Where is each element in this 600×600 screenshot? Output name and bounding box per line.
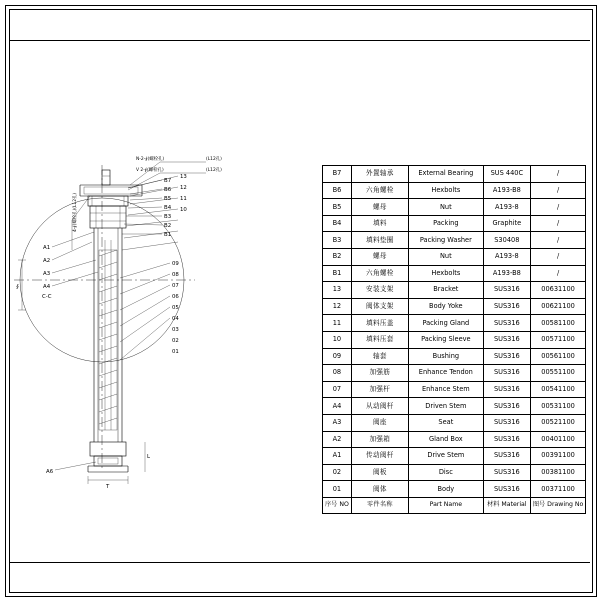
cell-material: SUS 440C [483,166,530,183]
cell-no: A1 [323,448,352,465]
cell-material: A193-B8 [483,182,530,199]
cell-no: B1 [323,265,352,282]
cell-en-name: Disc [408,464,483,481]
svg-text:N-2-∮(螺栓孔): N-2-∮(螺栓孔) [136,157,165,162]
cell-drawing-no: / [530,265,585,282]
cell-material: SUS316 [483,315,530,332]
cell-cn-name: 阀座 [351,414,408,431]
cell-no: 01 [323,481,352,498]
cell-cn-name: 填料压套 [351,331,408,348]
cell-cn-name: 从动阀杆 [351,398,408,415]
cell-drawing-no: 00571100 [530,331,585,348]
svg-text:10: 10 [180,207,187,213]
cell-drawing-no: 00551100 [530,365,585,382]
cell-material: SUS316 [483,414,530,431]
svg-text:B5: B5 [164,196,172,202]
svg-text:B2: B2 [164,223,172,229]
cell-material: SUS316 [483,431,530,448]
table-row [323,166,586,183]
svg-text:B7: B7 [164,178,172,184]
table-row [323,315,586,332]
table-row [323,448,586,465]
parts-list-table [322,165,586,514]
cell-drawing-no: 00371100 [530,481,585,498]
svg-text:A2: A2 [43,258,51,264]
cell-cn-name: 阀体 [351,481,408,498]
cell-drawing-no: / [530,199,585,216]
cell-drawing-no: 00381100 [530,464,585,481]
cell-en-name: External Bearing [408,166,483,183]
table-row [323,331,586,348]
table-row [323,199,586,216]
header-material: 材料 Material [483,497,530,514]
svg-text:A4: A4 [43,284,51,290]
table-row [323,381,586,398]
svg-text:08: 08 [172,272,179,278]
cell-en-name: Hexbolts [408,182,483,199]
cell-no: B3 [323,232,352,249]
cell-cn-name: 外置轴承 [351,166,408,183]
table-row [323,232,586,249]
cell-drawing-no: / [530,248,585,265]
cell-no: B6 [323,182,352,199]
svg-text:01: 01 [172,349,179,355]
cell-no: A2 [323,431,352,448]
table-row [323,298,586,315]
cell-drawing-no: / [530,232,585,249]
cell-material: SUS316 [483,464,530,481]
table-header-row [323,497,586,514]
svg-text:B3: B3 [164,214,172,220]
cell-no: 07 [323,381,352,398]
svg-text:(L12孔): (L12孔) [206,168,222,173]
svg-text:05: 05 [172,305,179,311]
svg-text:02: 02 [172,338,179,344]
table-row [323,414,586,431]
cell-material: A193-8 [483,199,530,216]
cell-drawing-no: / [530,166,585,183]
cell-no: 13 [323,282,352,299]
cell-drawing-no: 00631100 [530,282,585,299]
cell-en-name: Packing Washer [408,232,483,249]
cell-drawing-no: 00561100 [530,348,585,365]
svg-text:11: 11 [180,196,187,202]
svg-text:07: 07 [172,283,179,289]
table-row [323,248,586,265]
cell-en-name: Gland Box [408,431,483,448]
cell-drawing-no: 00541100 [530,381,585,398]
cell-material: SUS316 [483,381,530,398]
cell-material: SUS316 [483,481,530,498]
cell-cn-name: 填料垫圈 [351,232,408,249]
cell-cn-name: 加强箱 [351,431,408,448]
svg-text:13: 13 [180,174,187,180]
cell-cn-name: 填料压盖 [351,315,408,332]
header-no: 序号 NO [323,497,352,514]
svg-text:B6: B6 [164,187,172,193]
svg-text:L: L [147,454,151,460]
cell-material: SUS316 [483,348,530,365]
table-row [323,265,586,282]
cell-en-name: Packing Sleeve [408,331,483,348]
cell-drawing-no: / [530,182,585,199]
table-row [323,282,586,299]
cell-no: 11 [323,315,352,332]
svg-text:C-C: C-C [42,294,52,300]
cell-material: Graphite [483,215,530,232]
cell-en-name: Bracket [408,282,483,299]
cell-cn-name: 填料 [351,215,408,232]
cell-cn-name: 螺母 [351,199,408,216]
sheet-band-bottom [10,562,590,563]
cell-cn-name: 六角螺栓 [351,182,408,199]
svg-text:04: 04 [172,316,179,322]
cell-no: B2 [323,248,352,265]
svg-text:12: 12 [180,185,187,191]
cell-en-name: Body Yoke [408,298,483,315]
cell-cn-name: 传动阀杆 [351,448,408,465]
svg-text:∮: ∮ [16,284,19,290]
cell-no: A3 [323,414,352,431]
cell-en-name: Enhance Tendon [408,365,483,382]
cell-material: SUS316 [483,282,530,299]
cell-no: 12 [323,298,352,315]
cell-en-name: Hexbolts [408,265,483,282]
cell-cn-name: 轴套 [351,348,408,365]
cell-en-name: Driven Stem [408,398,483,415]
header-en-name: Part Name [408,497,483,514]
svg-text:A1: A1 [43,245,51,251]
cell-drawing-no: 00581100 [530,315,585,332]
table-row [323,182,586,199]
svg-text:(L12孔): (L12孔) [206,157,222,162]
cell-material: SUS316 [483,365,530,382]
table-row [323,431,586,448]
svg-text:A6: A6 [46,469,54,475]
cell-no: B4 [323,215,352,232]
svg-text:09: 09 [172,261,179,267]
cell-drawing-no: 00391100 [530,448,585,465]
cell-en-name: Nut [408,199,483,216]
cell-cn-name: 六角螺栓 [351,265,408,282]
cell-cn-name: 阀体支架 [351,298,408,315]
cell-no: 10 [323,331,352,348]
cell-en-name: Seat [408,414,483,431]
cell-cn-name: 螺母 [351,248,408,265]
cell-drawing-no: 00531100 [530,398,585,415]
cell-material: A193-B8 [483,265,530,282]
table-row [323,481,586,498]
valve-assembly-drawing [10,10,330,530]
cell-material: SUS316 [483,331,530,348]
cell-cn-name: 加强筋 [351,365,408,382]
cell-cn-name: 安装支架 [351,282,408,299]
table-row [323,215,586,232]
cell-en-name: Nut [408,248,483,265]
cell-no: 09 [323,348,352,365]
cell-material: SUS316 [483,298,530,315]
cell-drawing-no: 00621100 [530,298,585,315]
svg-text:4-∮(螺栓孔)(L12孔): 4-∮(螺栓孔)(L12孔) [73,192,78,232]
svg-text:B1: B1 [164,232,172,238]
cell-material: SUS316 [483,448,530,465]
cell-material: SUS316 [483,398,530,415]
svg-text:06: 06 [172,294,179,300]
cell-drawing-no: 00521100 [530,414,585,431]
cell-en-name: Drive Stem [408,448,483,465]
table-row [323,348,586,365]
cell-no: 08 [323,365,352,382]
cell-no: 02 [323,464,352,481]
table-row [323,398,586,415]
cell-drawing-no: 00401100 [530,431,585,448]
cell-en-name: Body [408,481,483,498]
cell-en-name: Packing [408,215,483,232]
header-cn-name: 零件名称 [351,497,408,514]
cell-cn-name: 阀板 [351,464,408,481]
cell-en-name: Packing Gland [408,315,483,332]
cell-material: S30408 [483,232,530,249]
table-row [323,464,586,481]
cell-cn-name: 加强杆 [351,381,408,398]
cell-material: A193-8 [483,248,530,265]
cell-drawing-no: / [530,215,585,232]
header-drawing-no: 图号 Drawing No [530,497,585,514]
svg-text:B4: B4 [164,205,172,211]
cell-en-name: Bushing [408,348,483,365]
cell-no: A4 [323,398,352,415]
table-row [323,365,586,382]
svg-text:T: T [106,484,110,490]
svg-text:A3: A3 [43,271,51,277]
svg-text:03: 03 [172,327,179,333]
cell-en-name: Enhance Stem [408,381,483,398]
svg-text:V 2-∮(螺栓孔): V 2-∮(螺栓孔) [136,168,164,173]
cell-no: B5 [323,199,352,216]
cell-no: B7 [323,166,352,183]
